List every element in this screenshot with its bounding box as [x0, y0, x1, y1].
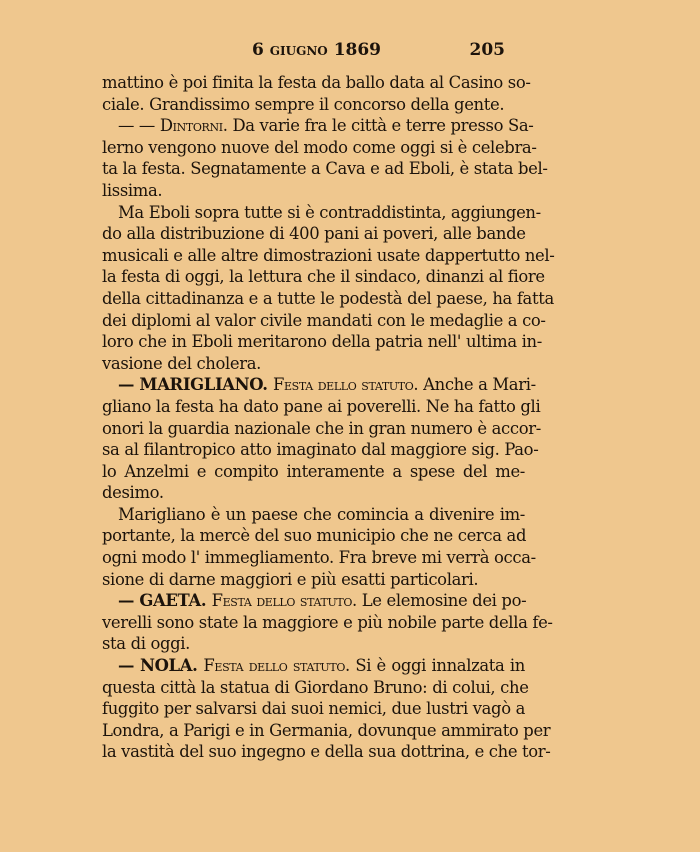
text-line: [102, 266, 545, 288]
text-line: [102, 310, 546, 332]
text-line: [102, 720, 551, 742]
date-month: giugno: [269, 40, 328, 60]
section-heading: — NOLA.: [118, 656, 204, 676]
text-line: [102, 72, 531, 94]
text-line: [102, 525, 525, 547]
text-line: [102, 223, 525, 245]
text-run: musicali e alle altre dimostrazioni usate dappertutto nel-: [102, 245, 555, 265]
text-line: [102, 353, 525, 375]
text-run: ta la festa. Segnatamente a Cava e ad Eboli, è stata bel-: [102, 159, 548, 179]
text-line: [102, 94, 525, 116]
text-line: [102, 482, 525, 504]
text-line: [102, 331, 542, 353]
text-run: Marigliano è un paese che comincia a divenire im-: [118, 504, 525, 524]
text-run: lerno vengono nuove del modo come oggi si è celebra-: [102, 137, 537, 157]
section-subtitle: Festa dello statuto: [272, 375, 414, 395]
text-run: lissima.: [102, 180, 163, 200]
text-line: [102, 202, 541, 224]
text-line: [102, 590, 525, 612]
text-run: mattino è poi finita la festa da ballo data al Casino so-: [102, 73, 531, 92]
text-run: sione di darne maggiori e più esatti particolari.: [102, 569, 479, 589]
text-line: [102, 633, 525, 655]
text-line: [102, 677, 529, 699]
section-subtitle: Dintorni: [159, 116, 223, 136]
section-subtitle: Festa dello statuto: [203, 656, 346, 676]
text-line: [102, 418, 541, 440]
date-year: 1869: [333, 40, 382, 60]
text-line: [102, 396, 541, 418]
text-line: [102, 374, 536, 396]
section-heading: — MARIGLIANO.: [118, 375, 273, 395]
running-head-date: [252, 40, 381, 60]
text-run: la festa di oggi, la lettura che il sindaco, dinanzi al fiore: [102, 267, 545, 287]
article-body: [102, 72, 555, 763]
text-run: . Da varie fra le città e terre presso Sa-: [222, 116, 534, 136]
text-run: verelli sono state la maggiore e più nobile parte della fe-: [102, 612, 553, 632]
page-number: 205: [469, 40, 505, 60]
text-run: lo Anzelmi e compito interamente a spese del me-: [102, 461, 525, 481]
text-line: [102, 655, 525, 677]
text-line: [102, 612, 553, 634]
text-line: [102, 137, 537, 159]
text-run: . Le elemosine dei po-: [352, 591, 527, 611]
text-run: questa città la statua di Giordano Bruno: di colui, che: [102, 677, 529, 697]
text-line: [102, 288, 554, 310]
text-line: [102, 504, 525, 526]
text-run: della cittadinanza e a tutte le podestà del paese, ha fatta: [102, 288, 554, 308]
text-run: ciale. Grandissimo sempre il concorso della gente.: [102, 94, 505, 114]
text-line: [102, 569, 525, 591]
section-heading: — GAETA.: [118, 591, 212, 611]
text-line: [102, 158, 548, 180]
text-line: [102, 547, 536, 569]
text-run: sa al filantropico atto imaginato dal maggiore sig. Pao-: [102, 440, 539, 460]
text-run: . Si è oggi innalzata in: [345, 656, 526, 676]
page-header: [102, 40, 525, 64]
text-run: gliano la festa ha dato pane ai poverelli. Ne ha fatto gli: [102, 396, 541, 416]
text-run: do alla distribuzione di 400 pani ai poveri, alle bande: [102, 224, 526, 244]
text-run: Ma Eboli sopra tutte si è contraddistinta, aggiungen-: [118, 202, 541, 222]
text-run: la vastità del suo ingegno e della sua dottrina, e che tor-: [102, 742, 551, 762]
text-run: Londra, a Parigi e in Germania, dovunque ammirato per: [102, 720, 551, 740]
text-run: — —: [118, 116, 160, 136]
text-line: [102, 741, 551, 763]
text-run: . Anche a Mari-: [413, 375, 536, 395]
text-line: [102, 698, 525, 720]
date-day: 6: [252, 40, 264, 60]
section-subtitle: Festa dello statuto: [211, 591, 353, 611]
text-run: portante, la mercè del suo municipio che ne cerca ad: [102, 526, 527, 546]
text-line: [102, 115, 534, 137]
text-line: [102, 180, 525, 202]
text-line: [102, 245, 555, 267]
text-run: desimo.: [102, 483, 164, 503]
text-run: fuggito per salvarsi dai suoi nemici, due lustri vagò a: [102, 699, 525, 719]
text-line: [102, 461, 525, 483]
text-run: onori la guardia nazionale che in gran numero è accor-: [102, 418, 541, 438]
text-run: vasione del cholera.: [102, 353, 262, 373]
text-run: ogni modo l' immegliamento. Fra breve mi verrà occa-: [102, 548, 536, 568]
text-run: dei diplomi al valor civile mandati con le medaglie a co-: [102, 310, 546, 330]
text-run: loro che in Eboli meritarono della patria nell' ultima in-: [102, 332, 542, 352]
text-line: [102, 439, 539, 461]
text-run: sta di oggi.: [102, 634, 191, 654]
